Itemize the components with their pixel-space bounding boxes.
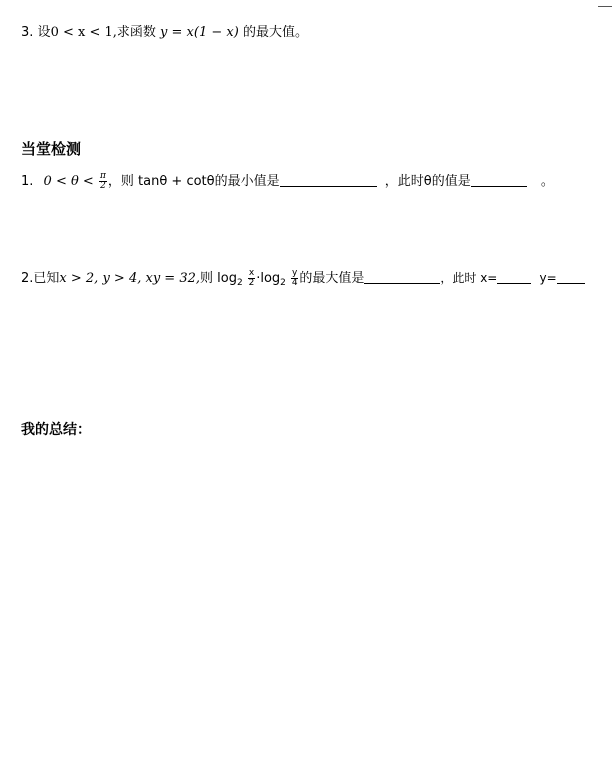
question-text: 的最大值是 — [299, 271, 365, 286]
condition: 0 < x < 1, — [50, 25, 117, 40]
question-text: ，此时θ的值是 — [384, 174, 471, 189]
practice-heading: 当堂检测 — [21, 140, 82, 158]
question-text: 求函数 — [116, 25, 156, 40]
question-text: 则 — [200, 271, 214, 286]
fraction-denominator: 4 — [291, 278, 298, 288]
corner-mark — [598, 6, 612, 7]
answer-blank-max-value[interactable] — [364, 269, 440, 284]
log-base: 2 — [236, 278, 243, 288]
fraction-x-over-2 — [248, 269, 255, 288]
answer-blank-y[interactable] — [557, 269, 585, 284]
practice-1 — [21, 170, 554, 194]
question-text: 的最大值。 — [242, 25, 308, 40]
condition: x > 2, y > 4, xy = 32, — [59, 271, 200, 286]
question-text: y= — [539, 271, 557, 285]
fraction-numerator: x — [248, 268, 255, 278]
question-number: 1. — [21, 174, 34, 189]
question-text: ，此时 x= — [440, 271, 498, 285]
multiply-dot: · — [256, 271, 261, 286]
summary-heading: 我的总结： — [21, 422, 91, 438]
function-expression: y = x(1 − x) — [160, 25, 239, 40]
fraction-denominator: 2 — [248, 278, 255, 288]
answer-blank-x[interactable] — [497, 269, 531, 284]
fraction-numerator: π — [99, 171, 106, 181]
expression: tanθ + cotθ — [138, 174, 215, 189]
fraction-pi-over-2 — [99, 172, 107, 191]
question-text: 已知 — [33, 271, 60, 286]
log-function: log — [260, 271, 281, 286]
question-number: 3. — [21, 25, 34, 40]
fraction-numerator: y — [292, 268, 298, 278]
fraction-denominator: 2 — [100, 181, 106, 191]
log-function: log — [217, 271, 237, 286]
question-3 — [21, 23, 308, 43]
log-base: 2 — [280, 278, 286, 288]
question-text: 。 — [540, 174, 554, 189]
fraction-y-over-4 — [291, 269, 298, 288]
answer-blank-theta[interactable] — [471, 172, 527, 187]
question-text: ，则 — [107, 174, 134, 189]
question-text: 设 — [37, 25, 51, 40]
inequality: 0 < θ < — [43, 174, 94, 189]
practice-2 — [21, 266, 585, 295]
question-number: 2. — [21, 271, 34, 286]
question-text: 的最小值是 — [214, 174, 280, 189]
answer-blank-min-value[interactable] — [280, 172, 377, 187]
